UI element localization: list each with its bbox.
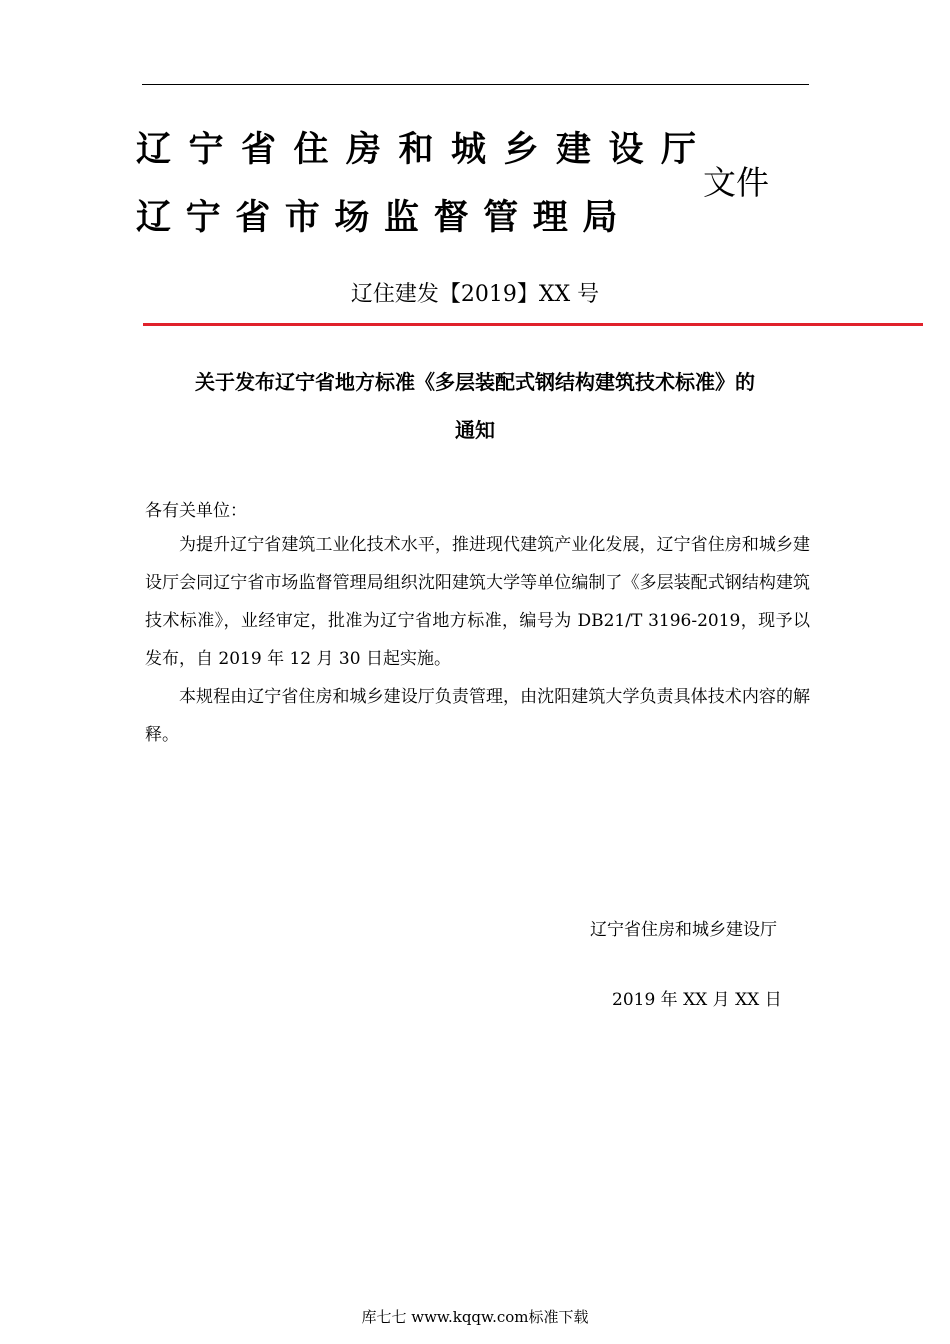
top-divider — [142, 84, 809, 85]
issuer-line-1: 辽宁省住房和城乡建设厅 — [136, 130, 714, 170]
body-paragraph-2: 本规程由辽宁省住房和城乡建设厅负责管理，由沈阳建筑大学负责具体技术内容的解释。 — [145, 687, 810, 745]
signature-organization: 辽宁省住房和城乡建设厅 — [590, 920, 777, 940]
body-paragraph-1: 为提升辽宁省建筑工业化技术水平，推进现代建筑产业化发展，辽宁省住房和城乡建设厅会同辽宁省市场监督管理局组织沈阳建筑大学等单位编制了《多层装配式钢结构建筑技术标准》，业经审定，批准为辽宁省地方标准，编号为 DB21/T 3196-2019，现予以发布，自 2019 年 12 月 30 日起实施。 — [145, 535, 810, 669]
doc-type-label: 文件 — [703, 163, 769, 202]
issuer-line-2: 辽宁省市场监督管理局 — [136, 198, 633, 238]
salutation: 各有关单位： — [145, 501, 247, 521]
notice-title-line-1: 关于发布辽宁省地方标准《多层装配式钢结构建筑技术标准》的 — [195, 370, 755, 394]
red-header-divider — [143, 323, 923, 326]
document-number: 辽住建发【2019】XX 号 — [350, 282, 600, 307]
signature-date: 2019 年 XX 月 XX 日 — [612, 990, 782, 1010]
notice-title-line-2: 通知 — [455, 418, 495, 442]
footer-watermark-text: 库七七 www.kqqw.com标准下载 — [361, 1308, 589, 1326]
